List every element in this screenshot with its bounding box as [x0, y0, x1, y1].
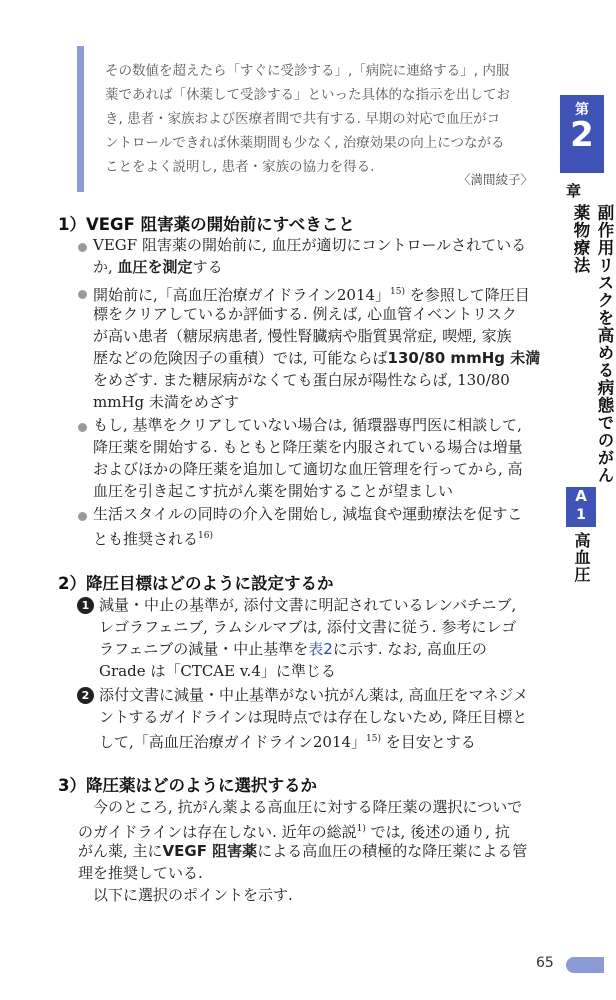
text-span: して,「高血圧治療ガイドライン2014」	[99, 733, 367, 751]
quote-line: 薬であれば「休薬して受診する」といった具体的な指示を出してお	[105, 87, 510, 103]
section-heading-2: 2）降圧目標はどのように設定するか	[58, 574, 334, 593]
section-heading-1: 1）VEGF 阻害薬の開始前にすべきこと	[58, 215, 355, 234]
body-line: 血圧を引き起こす抗がん薬を開始することが望ましい	[93, 482, 454, 500]
quote-line: その数値を超えたら「すぐに受診する」,「病院に連絡する」, 内服	[105, 63, 510, 79]
body-line: VEGF 阻害薬の開始前に, 血圧が適切にコントロールされている	[93, 236, 527, 254]
text-span: による高血圧の積極的な降圧薬による管	[257, 842, 528, 860]
section-heading-3: 3）降圧薬はどのように選択するか	[58, 776, 317, 795]
quote-text	[105, 59, 537, 179]
quote-accent-bar	[77, 46, 84, 192]
body-line: 降圧薬を開始する. もともと降圧薬を内服されている場合は増量	[93, 438, 523, 456]
reference-mark: 16)	[198, 531, 213, 541]
text-span: を目安とする	[381, 733, 476, 751]
bold-text: 130/80 mmHg 未満	[387, 349, 541, 367]
body-line: Grade は「CTCAE v.4」に準じる	[99, 662, 336, 680]
body-line: 添付文書に減量・中止基準がない抗がん薬は, 高血圧をマネジメ	[99, 686, 529, 704]
page-number-bar	[566, 957, 604, 973]
body-line: レゴラフェニブ, ラムシルマブは, 添付文書に従う. 参考にレゴ	[99, 618, 517, 636]
text-span: する	[192, 258, 223, 276]
body-line: もし, 基準をクリアしていない場合は, 循環器専門医に相談して,	[93, 416, 522, 434]
bold-text: 血圧を測定	[117, 258, 193, 276]
text-span: がん薬, 主に	[78, 842, 163, 860]
section-badge	[566, 487, 596, 527]
body-line	[93, 256, 223, 278]
body-line	[99, 728, 476, 753]
number-circle-1: 1	[77, 597, 94, 614]
bullet-icon	[78, 243, 87, 252]
text-span: に示す. なお, 高血圧の	[332, 640, 487, 658]
body-line	[78, 840, 527, 862]
chapter-badge	[560, 95, 604, 173]
number-circle-2: 2	[77, 687, 94, 704]
body-line: 生活スタイルの同時の介入を開始し, 減塩食や運動療法を促すこ	[93, 505, 523, 523]
body-line: mmHg 未満をめざす	[93, 393, 239, 411]
body-line: およびほかの降圧薬を追加して適切な血圧管理を行ってから, 高	[93, 460, 523, 478]
reference-mark: 15)	[390, 287, 406, 297]
body-line: をめざす. また糖尿病がなくても蛋白尿が陽性ならば, 130/80	[93, 371, 510, 389]
quote-line: ことをよく説明し, 患者・家族の協力を得る.	[105, 159, 375, 175]
text-span: を参照して降圧目	[405, 286, 530, 304]
body-line: ントするガイドラインは現時点では存在しないため, 降圧目標と	[99, 708, 528, 726]
body-line: 標をクリアしているか評価する. 例えば, 心血管イベントリスク	[93, 305, 517, 323]
bullet-icon	[78, 423, 87, 432]
body-line: が高い患者（糖尿病患者, 慢性腎臓病や脂質異常症, 喫煙, 家族	[93, 327, 512, 345]
chapter-suffix: 章	[566, 182, 582, 200]
bullet-icon	[78, 512, 87, 521]
quote-line: ントロールできれば休薬期間も少なく, 治療効果の向上につながる	[105, 135, 505, 151]
body-line	[93, 347, 540, 369]
section-letter: A	[575, 487, 587, 505]
body-line: 減量・中止の基準が, 添付文書に明記されているレンバチニブ,	[99, 596, 517, 614]
table-reference-link[interactable]: 表2	[308, 640, 333, 658]
text-span: か,	[93, 258, 118, 276]
text-span: ラフェニブの減量・中止基準を	[99, 640, 309, 658]
quote-line: き, 患者・家族および医療者間で共有する. 早期の対応で血圧がコ	[105, 111, 501, 127]
reference-mark: 1)	[356, 824, 366, 834]
bold-text: VEGF 阻害薬	[162, 842, 258, 860]
reference-mark: 15)	[366, 734, 382, 744]
text-span: のガイドラインは存在しない. 近年の総説	[78, 823, 357, 841]
text-span: 開始前に,「高血圧治療ガイドライン2014」	[93, 286, 391, 304]
bullet-icon	[78, 290, 87, 299]
section-title-vertical: 高血圧	[572, 532, 591, 583]
section-number: 1	[576, 507, 586, 523]
body-line: 理を推奨している.	[78, 864, 203, 882]
body-line	[99, 638, 487, 660]
text-span: 歴などの危険因子の重積）では, 可能ならば	[93, 349, 388, 367]
summary-quote-box	[77, 46, 539, 192]
body-line: 今のところ, 抗がん薬よる高血圧に対する降圧薬の選択についで	[93, 798, 523, 816]
chapter-prefix: 第	[575, 102, 589, 118]
chapter-title-vertical: 副作用リスクを高める病態でのがん薬物療法	[571, 204, 614, 484]
chapter-number: 2	[570, 115, 594, 155]
text-span: とも推奨される	[93, 530, 199, 548]
body-line	[93, 525, 213, 550]
body-line: 以下に選択のポイントを示す.	[93, 886, 293, 904]
quote-author: 〈満間綾子〉	[457, 172, 533, 187]
text-span: では, 後述の通り, 抗	[365, 823, 510, 841]
page-number: 65	[536, 955, 554, 971]
